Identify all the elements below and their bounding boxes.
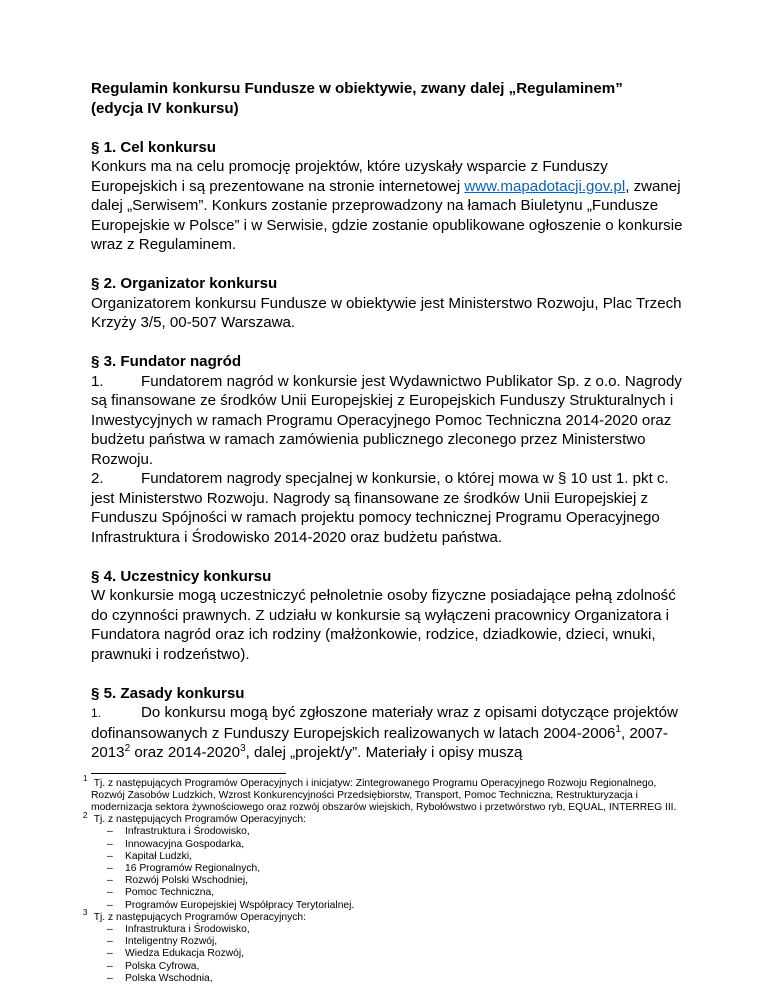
section-5-paragraph-1 <box>91 703 691 763</box>
section-3-paragraph-2 <box>91 469 691 547</box>
footnote-1-text: Tj. z następujących Programów Operacyjnych i inicjatyw: Zintegrowanego Programu Operacyjnego Rozwoju Regionalnego, Rozwój Zasobów Ludzkich, Wzrost Konkurencyjności Przedsiębiorstw, Transport, Pomoc Techniczna, Restrukturyzacja i modernizacja sektora żywnościowego oraz rozwój obszarów wiejskich, Rybołówstwo i przetwórstwo ryb, EQUAL, INTERREG III. <box>91 777 677 813</box>
footnotes <box>83 774 691 985</box>
footnote-3: 3 Tj. z następujących Programów Operacyjnych: <box>83 908 307 923</box>
document-page <box>83 79 691 985</box>
title-line-2: (edycja IV konkursu) <box>91 99 239 117</box>
footnote-2-text: Tj. z następujących Programów Operacyjnych: <box>93 814 307 826</box>
mapadotacji-link[interactable]: www.mapadotacji.gov.pl <box>464 177 626 195</box>
section-2-heading: § 2. Organizator konkursu <box>91 275 278 292</box>
list-item: – Polska Wschodnia, <box>91 973 691 985</box>
list-item: – Innowacyjna Gospodarka, <box>91 839 691 851</box>
footnote-ref-2[interactable]: 2 <box>124 742 131 754</box>
paragraph-text: Fundatorem nagród w konkursie jest Wydawnictwo Publikator Sp. z o.o. Nagrody są finansowane ze środków Unii Europejskiej z Europejskich Funduszy Strukturalnych i Inwestycyjnych w ramach Programu Operacyjnego Pomoc Techniczna 2014-2020 oraz budżetu państwa w ramach zamówienia publicznego zleconego przez Ministerstwo Rozwoju. <box>91 372 682 468</box>
paragraph-text-d: , dalej „projekt/y”. Materiały i opisy muszą <box>245 744 523 761</box>
list-item: – Infrastruktura i Środowisko, <box>91 826 691 838</box>
list-item: – Infrastruktura i Środowisko, <box>91 924 691 936</box>
section-1-heading: § 1. Cel konkursu <box>91 138 216 156</box>
list-item: – Pomoc Techniczna, <box>91 887 691 899</box>
section-1-text <box>91 157 691 255</box>
footnote-3-list <box>91 924 691 985</box>
paragraph-text-c: oraz 2014-2020 <box>130 744 241 761</box>
section-2-text: Organizatorem konkursu Fundusze w obiektywie jest Ministerstwo Rozwoju, Plac Trzech Krzyży 3/5, 00-507 Warszawa. <box>91 294 682 331</box>
section-1 <box>91 138 691 255</box>
footnote-2: 2 Tj. z następujących Programów Operacyjnych: <box>83 810 307 826</box>
list-item: – Kapitał Ludzki, <box>91 851 691 863</box>
footnote-ref-3[interactable]: 3 <box>240 742 246 754</box>
list-item: – 16 Programów Regionalnych, <box>91 863 691 875</box>
section-4 <box>91 567 691 665</box>
footnote-3-text: Tj. z następujących Programów Operacyjnych: <box>93 911 307 923</box>
document-title <box>91 79 691 118</box>
section-3-heading: § 3. Fundator nagród <box>91 353 242 370</box>
section-4-text: W konkursie mogą uczestniczyć pełnoletnie osoby fizyczne posiadające pełną zdolność do czynności prawnych. Z udziału w konkursie są wyłączeni pracownicy Organizatora i Fundatora nagród oraz ich rodziny (małżonkowie, rodzice, dziadkowie, dzieci, wnuki, prawnuki i rodzeństwo). <box>91 587 676 663</box>
paragraph-number: 2. <box>91 470 104 487</box>
section-1-text-start: Konkurs ma na celu promocję projektów, które uzyskały wsparcie z Funduszy Europejskich i są prezentowane na stronie internetowej <box>91 158 608 195</box>
section-4-heading: § 4. Uczestnicy konkursu <box>91 567 272 585</box>
title-line-1: Regulamin konkursu Fundusze w obiektywie, zwany dalej „Regulaminem” <box>91 80 623 97</box>
paragraph-text-a: Do konkursu mogą być zgłoszone materiały wraz z opisami dotyczące projektów dofinansowanych z Funduszy Europejskich realizowanych w latach 2004-2006 <box>91 704 678 742</box>
section-5-heading: § 5. Zasady konkursu <box>91 684 245 702</box>
footnote-ref-1[interactable]: 1 <box>615 723 621 735</box>
section-3 <box>91 352 691 547</box>
paragraph-text: Fundatorem nagrody specjalnej w konkursie, o której mowa w § 10 ust 1. pkt c. jest Ministerstwo Rozwoju. Nagrody są finansowane ze środków Unii Europejskiej z Funduszu Spójności w ramach projektu pomocy technicznej Programu Operacyjnego Infrastruktura i Środowisko 2014-2020 oraz budżetu państwa. <box>91 470 669 546</box>
section-1-text-end: , zwanej dalej „Serwisem”. Konkurs zostanie przeprowadzony na łamach Biuletynu „Fundusze Europejskie w Polsce” i w Serwisie, gdzie zostanie opublikowane ogłoszenie o konkursie wraz z Regulaminem. <box>91 177 683 253</box>
list-item: – Polska Cyfrowa, <box>91 961 691 973</box>
paragraph-text-b: , 2007-2013 <box>91 724 668 761</box>
paragraph-number: 1. <box>91 372 104 390</box>
list-item: – Programów Europejskiej Współpracy Terytorialnej. <box>91 900 691 912</box>
section-5 <box>91 684 691 763</box>
list-item: – Inteligentny Rozwój, <box>91 936 691 948</box>
footnote-2-list <box>91 826 691 911</box>
footnote-separator <box>91 773 286 774</box>
section-2 <box>91 274 691 333</box>
footnote-1: 1 Tj. z następujących Programów Operacyjnych i inicjatyw: Zintegrowanego Programu Operacyjnego Rozwoju Regionalnego, Rozwój Zasobów Ludzkich, Wzrost Konkurencyjności Przedsiębiorstw, Transport, Pomoc Techniczna, Restrukturyzacja i modernizacja sektora żywnościowego oraz rozwój obszarów wiejskich, Rybołówstwo i przetwórstwo ryb, EQUAL, INTERREG III. <box>83 774 677 813</box>
list-item: – Rozwój Polski Wschodniej, <box>91 875 691 887</box>
list-item: – Wiedza Edukacja Rozwój, <box>91 948 691 960</box>
section-3-paragraph-1 <box>91 372 691 470</box>
paragraph-number: 1. <box>91 706 102 720</box>
